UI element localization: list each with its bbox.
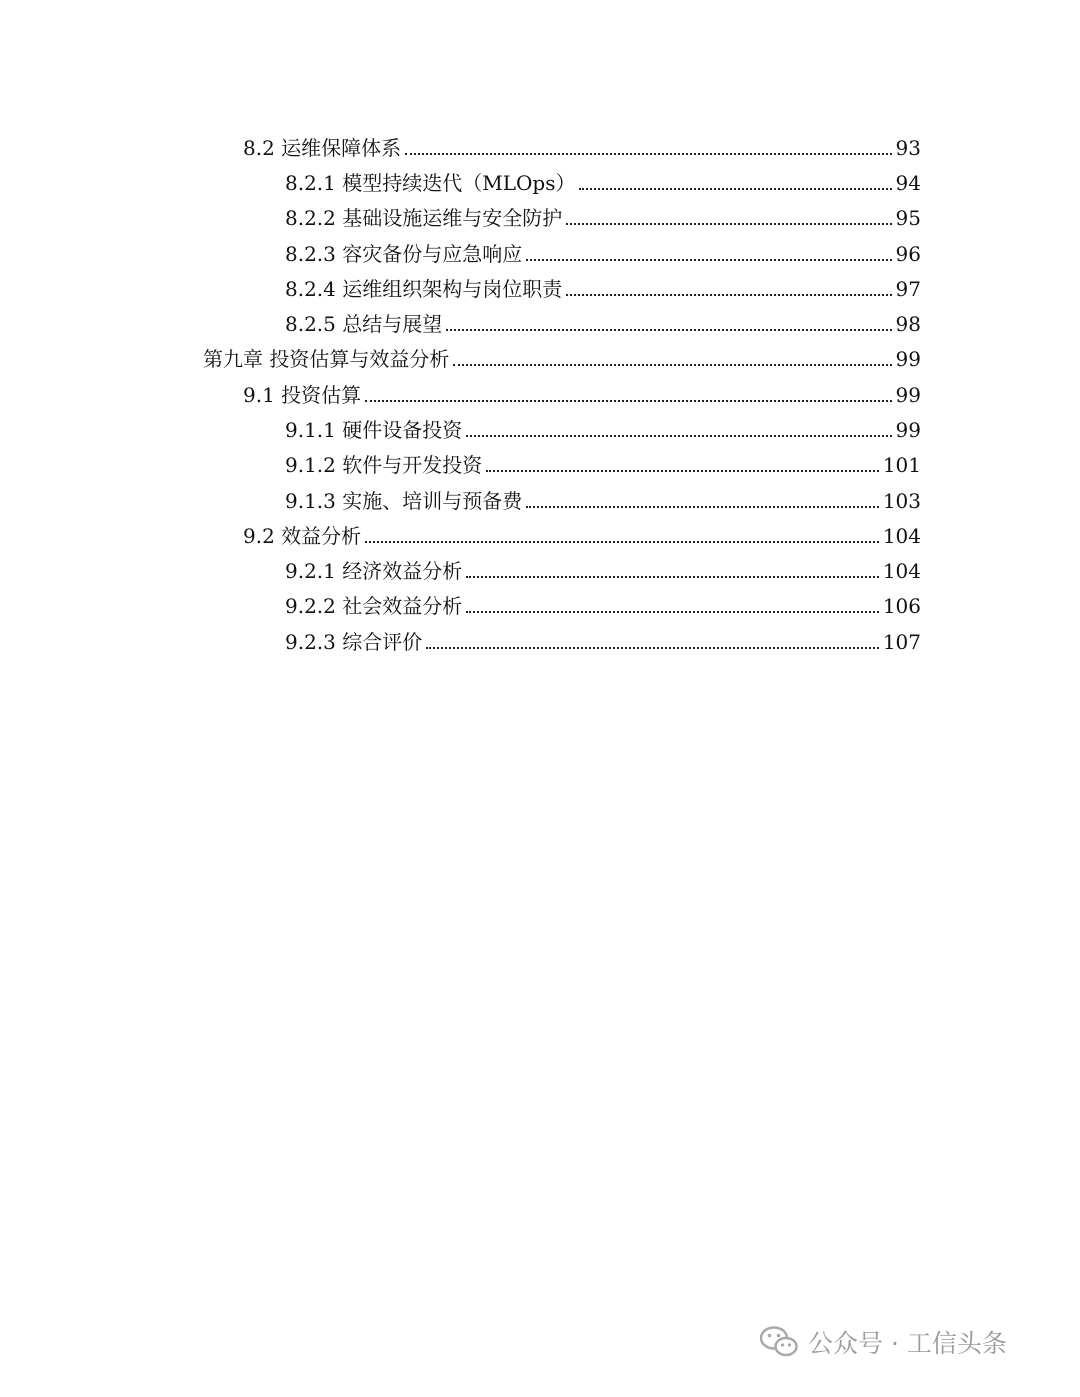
toc-leader-dots: [566, 292, 891, 296]
toc-entry-page: 99: [895, 383, 921, 407]
toc-entry-title: 9.2.2 社会效益分析: [285, 594, 463, 618]
toc-leader-dots: [365, 398, 891, 402]
toc-entry-title: 8.2.2 基础设施运维与安全防护: [285, 206, 563, 230]
toc-entry-title: 9.2.3 综合评价: [285, 630, 423, 654]
toc-entry[interactable]: [285, 486, 921, 516]
toc-entry[interactable]: [243, 521, 921, 551]
toc-entry-title: 8.2.4 运维组织架构与岗位职责: [285, 277, 563, 301]
toc-leader-dots: [466, 433, 891, 437]
toc-entry-page: 94: [895, 171, 921, 195]
toc-entry[interactable]: [243, 133, 921, 163]
toc-entry-page: 99: [895, 347, 921, 371]
toc-entry-title: 9.1.1 硬件设备投资: [285, 418, 463, 442]
toc-entry-title: 第九章 投资估算与效益分析: [203, 347, 450, 371]
toc-entry-page: 103: [882, 489, 921, 513]
toc-leader-dots: [453, 362, 891, 366]
toc-entry-page: 95: [895, 206, 921, 230]
toc-entry-page: 99: [895, 418, 921, 442]
toc-leader-dots: [446, 327, 891, 331]
toc-leader-dots: [566, 221, 891, 225]
toc-entry-page: 96: [895, 242, 921, 266]
toc-leader-dots: [486, 468, 879, 472]
toc-entry[interactable]: [285, 591, 921, 621]
toc-leader-dots: [466, 574, 879, 578]
toc-entry-title: 9.2 效益分析: [243, 524, 362, 548]
toc-leader-dots: [405, 151, 891, 155]
toc-entry-title: 9.1 投资估算: [243, 383, 362, 407]
toc-entry-title: 9.2.1 经济效益分析: [285, 559, 463, 583]
toc-entry-page: 101: [882, 453, 921, 477]
toc-entry-title: 8.2.1 模型持续迭代（MLOps）: [285, 171, 576, 195]
toc-entry-page: 97: [895, 277, 921, 301]
toc-entry[interactable]: [285, 450, 921, 480]
toc-entry-page: 107: [882, 630, 921, 654]
toc-entry[interactable]: [285, 203, 921, 233]
toc-leader-dots: [466, 609, 879, 613]
toc-entry-title: 8.2.3 容灾备份与应急响应: [285, 242, 523, 266]
toc-entry[interactable]: [285, 556, 921, 586]
toc-entry-title: 8.2 运维保障体系: [243, 136, 402, 160]
watermark-text: 公众号 · 工信头条: [808, 1329, 1007, 1358]
toc-entry[interactable]: [203, 344, 921, 374]
toc-entry-title: 9.1.2 软件与开发投资: [285, 453, 483, 477]
toc-entry[interactable]: [243, 380, 921, 410]
toc-leader-dots: [426, 645, 879, 649]
toc-entry-title: 9.1.3 实施、培训与预备费: [285, 489, 523, 513]
toc-entry[interactable]: [285, 168, 921, 198]
toc-leader-dots: [579, 186, 891, 190]
watermark: [760, 1322, 1007, 1362]
toc-entry-title: 8.2.5 总结与展望: [285, 312, 443, 336]
wechat-icon: [760, 1326, 798, 1358]
toc-entry[interactable]: [285, 274, 921, 304]
toc-leader-dots: [365, 539, 879, 543]
toc-leader-dots: [526, 257, 891, 261]
toc-leader-dots: [526, 504, 879, 508]
toc-entry[interactable]: [285, 239, 921, 269]
toc-entry-page: 104: [882, 559, 921, 583]
toc-entry-page: 104: [882, 524, 921, 548]
toc-entry-page: 93: [895, 136, 921, 160]
toc-entry[interactable]: [285, 627, 921, 657]
toc-entry[interactable]: [285, 309, 921, 339]
toc-entry-page: 106: [882, 594, 921, 618]
toc-entry-page: 98: [895, 312, 921, 336]
toc-entry[interactable]: [285, 415, 921, 445]
